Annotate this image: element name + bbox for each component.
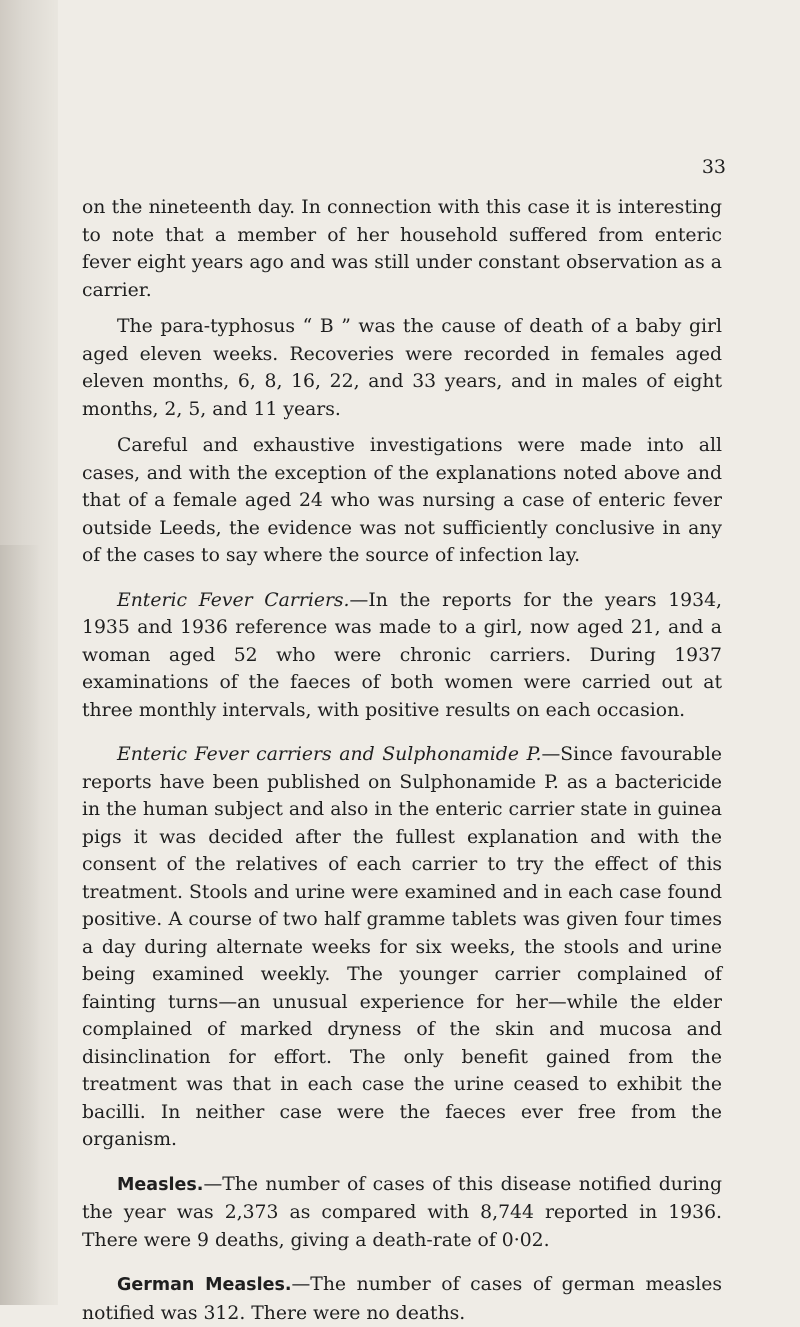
paragraph-text: —The number of cases of german measles notified was 312. There were no deaths. xyxy=(82,1274,722,1324)
paragraph-text: Careful and exhaustive investigations were made into all cases, and with the exception of the explanations noted above and that of a female aged 24 who was nursing a case of enteric fever outside Leeds, the evidence was not sufficiently conclusive in any of the cases to say where the source of infection lay. xyxy=(82,435,722,566)
section-heading: Measles. xyxy=(117,1174,204,1195)
paragraph-para-typhosus xyxy=(82,313,722,423)
section-heading: German Measles. xyxy=(117,1275,292,1295)
section-heading: Enteric Fever Carriers. xyxy=(117,589,350,611)
paragraph-text: The para-typhosus “ B ” was the cause of death of a baby girl aged eleven weeks. Recoveries were recorded in females aged eleven months, 6, 8, 16, 22, and 33 years, and in males of eight months, 2, 5, and 11 years. xyxy=(82,316,722,420)
body-text xyxy=(82,194,722,1327)
paragraph-text: —In the reports for the years 1934, 1935 and 1936 reference was made to a girl, now aged 21, and a woman aged 52 who were chronic carriers. During 1937 examinations of the faeces of both women were carried out at three monthly intervals, with positive results on each occasion. xyxy=(82,589,722,721)
page-binding-shadow xyxy=(0,545,40,1305)
paragraph-continuation xyxy=(82,194,722,304)
paragraph-investigations xyxy=(82,432,722,570)
page-number: 33 xyxy=(701,156,726,178)
paragraph-text: —Since favourable reports have been published on Sulphonamide P. as a bactericide in the human subject and also in the enteric carrier state in guinea pigs it was decided after the fullest explanation and with the consent of the relatives of each carrier to try the effect of this treatment. Stools and urine were examined and in each case found positive. A course of two half gramme tablets was given four times a day during alternate weeks for six weeks, the stools and urine being examined weekly. The younger carrier complained of fainting turns—an unusual experience for her—while the elder complained of marked dryness of the skin and mucosa and disinclination for effort. The only benefit gained from the treatment was that in each case the urine ceased to exhibit the bacilli. In neither case were the faeces ever free from the organism. xyxy=(82,744,722,1150)
paragraph-measles xyxy=(82,1171,722,1255)
paragraph-enteric-fever-carriers xyxy=(82,587,722,725)
paragraph-text: on the nineteenth day. In connection with this case it is interesting to note that a member of her household suffered from enteric fever eight years ago and was still under constant observation as a carrier. xyxy=(82,197,722,301)
paragraph-sulphonamide xyxy=(82,741,722,1154)
section-heading: Enteric Fever carriers and Sulphonamide P. xyxy=(117,744,542,765)
paragraph-german-measles xyxy=(82,1271,722,1327)
paragraph-text: —The number of cases of this disease notified during the year was 2,373 as compared with 8,744 reported in 1936. There were 9 deaths, giving a death-rate of 0·02. xyxy=(82,1173,722,1251)
